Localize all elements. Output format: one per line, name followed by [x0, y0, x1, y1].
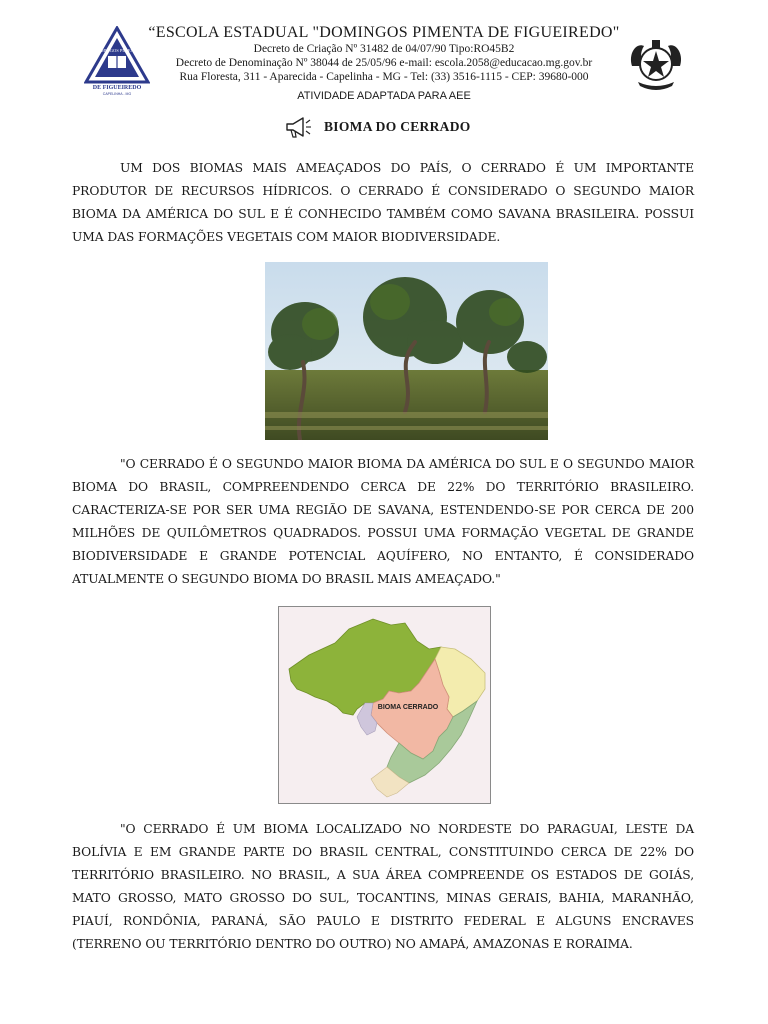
map-label-cerrado: BIOMA CERRADO [377, 704, 439, 711]
activity-subtitle: ATIVIDADE ADAPTADA PARA AEE [297, 90, 471, 102]
title-row [284, 114, 471, 140]
creation-decree: Decreto de Criação Nº 31482 de 04/07/90 Tipo:RO45B2 [253, 43, 515, 55]
denomination-decree: Decreto de Denominação Nº 38044 de 25/05/96 e-mail: escola.2058@educacao.mg.gov.br [175, 57, 593, 69]
logo-text-bottom: DE FIGUEIREDO [92, 85, 142, 91]
state-coat-of-arms-icon [626, 36, 686, 94]
logo-text-top: DOMINGOS PIMENTA [94, 48, 140, 53]
logo-text-small: CAPELINHA - MG [102, 92, 132, 96]
paragraph-intro: UM DOS BIOMAS MAIS AMEAÇADOS DO PAÍS, O CERRADO É UM IMPORTANTE PRODUTOR DE RECURSOS HÍDRICOS. O CERRADO É CONSIDERADO O SEGUNDO MAIOR BIOMA DA AMÉRICA DO SUL E É CONHECIDO TAMBÉM COMO SAVANA BRASILEIRA. POSSUI UMA DAS FORMAÇÕES VEGETAIS COM MAIOR BIODIVERSIDADE. [72, 161, 694, 244]
school-name: “ESCOLA ESTADUAL "DOMINGOS PIMENTA DE FIGUEIREDO" [148, 24, 620, 41]
document-header [0, 0, 768, 110]
megaphone-icon [284, 115, 314, 139]
paragraph-location: "O CERRADO É UM BIOMA LOCALIZADO NO NORDESTE DO PARAGUAI, LESTE DA BOLÍVIA E EM GRANDE PARTE DO BRASIL CENTRAL, CONSTITUINDO CERCA DE 22% DO TERRITÓRIO BRASILEIRO. NO BRASIL, A SUA ÁREA COMPREENDE OS ESTADOS DE GOIÁS, MATO GROSSO, MATO GROSSO DO SUL, TOCANTINS, MINAS GERAIS, BAHIA, MARANHÃO, PIAUÍ, RONDÔNIA, PARANÁ, SÃO PAULO E DISTRITO FEDERAL E ALGUNS ENCRAVES (TERRENO OU TERRITÓRIO DENTRO DO OUTRO) NO AMAPÁ, AMAZONAS E RORAIMA. [72, 822, 694, 951]
brazil-biome-map [278, 606, 491, 804]
page-title: BIOMA DO CERRADO [324, 119, 471, 134]
cerrado-savanna-trees-photo [265, 262, 548, 440]
school-address: Rua Floresta, 311 - Aparecida - Capelinha - MG - Tel: (33) 3516-1115 - CEP: 39680-000 [179, 71, 589, 83]
paragraph-second-biome: "O CERRADO É O SEGUNDO MAIOR BIOMA DA AMÉRICA DO SUL E O SEGUNDO MAIOR BIOMA DO BRASIL, COMPREENDENDO CERCA DE 22% DO TERRITÓRIO BRASILEIRO. CARACTERIZA-SE POR SER UMA REGIÃO DE SAVANA, ESTENDENDO-SE POR CERCA DE 200 MILHÕES DE QUILÔMETROS QUADRADOS. POSSUI UMA FORMAÇÃO VEGETAL DE GRANDE BIODIVERSIDADE E GRANDE POTENCIAL AQUÍFERO, NO ENTANTO, É CONSIDERADO ATUALMENTE O SEGUNDO BIOMA DO BRASIL MAIS AMEAÇADO." [72, 457, 694, 586]
